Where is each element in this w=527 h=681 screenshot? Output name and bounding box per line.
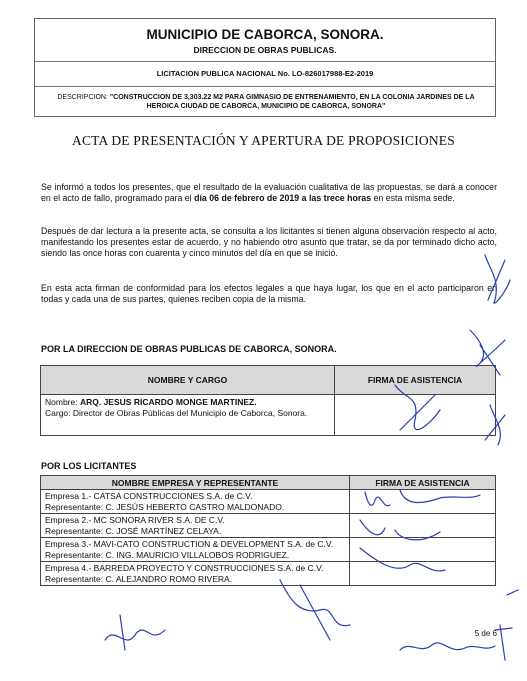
paragraph-conformity: En esta acta firman de conformidad para los efectos legales a que haya lugar, los que en el acto participaron en todas y cada una de sus partes, quienes reciben copia de la misma. [41, 283, 497, 304]
licitantes-heading: POR LOS LICITANTES [41, 461, 137, 471]
signature-cell [350, 490, 496, 514]
bidder-cell [41, 562, 350, 586]
col-empresa: NOMBRE EMPRESA Y REPRESENTANTE [41, 476, 350, 490]
fallo-date: día 06 de febrero de 2019 a las trece horas [194, 193, 372, 203]
bidder-signature [400, 643, 495, 650]
municipality-title: MUNICIPIO DE CABORCA, SONORA. [146, 27, 384, 42]
company-name: Empresa 4.- BARREDA PROYECTO Y CONSTRUCCIONES S.A. de C.V. [45, 563, 324, 573]
signature-cell [350, 538, 496, 562]
bidder-cell [41, 490, 350, 514]
licitantes-table [40, 475, 496, 586]
signature-cell [350, 514, 496, 538]
col-firma: FIRMA DE ASISTENCIA [335, 366, 496, 395]
representative: Representante: C. ALEJANDRO ROMO RIVERA. [45, 573, 233, 584]
margin-signature [495, 590, 518, 660]
company-name: Empresa 2.- MC SONORA RIVER S.A. DE C.V. [45, 515, 225, 525]
col-nombre-cargo: NOMBRE Y CARGO [41, 366, 335, 395]
signature-cell [335, 395, 496, 436]
department-title: DIRECCION DE OBRAS PUBLICAS. [193, 45, 337, 55]
document-header [34, 18, 496, 117]
paragraph-text: en esta misma sede. [371, 193, 455, 203]
company-name: Empresa 3.- MAVI-CATO CONSTRUCTION & DEVELOPMENT S.A. de C.V. [45, 539, 334, 549]
paragraph-closing: Después de dar lectura a la presente acta, se consulta a los licitantes si tienen alguna observación respecto al acto, manifestando los presentes estar de acuerdo, y no habiendo otro asunto que tratar, se da por terminado dicho acto, siendo las once horas con cuarenta y cinco minutos del día en que se inició. [41, 226, 497, 258]
bidder-cell [41, 538, 350, 562]
paragraph-text: Se informó a todos los presentes, que el resultado de la evaluación cualitativa de las propuestas, se dará a conocer en el acto de fallo, programado para el [41, 182, 497, 203]
direccion-table [40, 365, 496, 436]
bidder-cell [41, 514, 350, 538]
table-row [41, 514, 496, 538]
bidder-signature [105, 615, 165, 650]
representative: Representante: C. JOSÉ MARTÍNEZ CELAYA. [45, 525, 222, 536]
page-number: 5 de 6 [474, 629, 497, 638]
col-firma: FIRMA DE ASISTENCIA [350, 476, 496, 490]
direccion-heading: POR LA DIRECCION DE OBRAS PUBLICAS DE CABORCA, SONORA. [41, 344, 337, 354]
header-divider [35, 61, 495, 62]
tender-description [43, 93, 489, 111]
paragraph-fallo [41, 182, 497, 204]
acta-title: ACTA DE PRESENTACIÓN Y APERTURA DE PROPOSICIONES [72, 133, 455, 148]
table-row [41, 538, 496, 562]
signature-cell [350, 562, 496, 586]
representative: Representante: C. JESÚS HEBERTO CASTRO MALDONADO. [45, 501, 285, 512]
bidder-signature [280, 580, 350, 640]
description-label: DESCRIPCION: [57, 94, 108, 101]
table-row [41, 490, 496, 514]
official-role: Cargo: Director de Obras Públicas del Municipio de Caborca, Sonora. [45, 407, 308, 418]
representative: Representante: C. ING. MAURICIO VILLALOBOS RODRIGUEZ. [45, 549, 290, 560]
company-name: Empresa 1.- CATSA CONSTRUCCIONES S.A. de C.V. [45, 491, 253, 501]
name-label: Nombre: [45, 397, 80, 407]
header-divider [35, 86, 495, 87]
official-name: ARQ. JESUS RICARDO MONGE MARTINEZ. [79, 397, 257, 407]
tender-number: LICITACION PUBLICA NACIONAL No. LO-826017988-E2-2019 [156, 69, 374, 78]
description-text: "CONSTRUCCION DE 3,303.22 M2 PARA GIMNASIO DE ENTRENAMIENTO, EN LA COLONIA JARDINES DE LA HEROICA CIUDAD DE CABORCA, MUNICIPIO DE CABORCA, SONORA" [109, 94, 475, 110]
table-row [41, 562, 496, 586]
official-cell [41, 395, 335, 436]
